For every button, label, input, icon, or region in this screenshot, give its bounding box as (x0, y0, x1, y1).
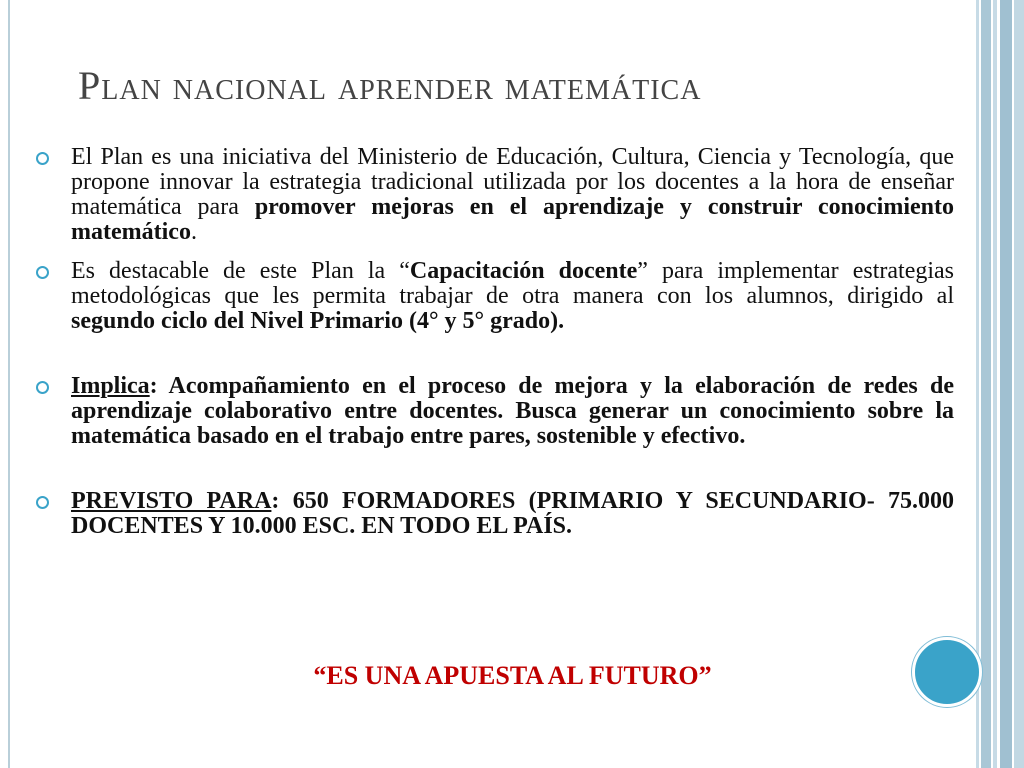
bullet-item (36, 489, 954, 539)
bullet-text (71, 144, 954, 245)
stripe (1014, 0, 1024, 768)
slide-title: Plan nacional aprender matemática (78, 63, 702, 108)
circle-bullet-icon (36, 266, 49, 279)
stripe (1000, 0, 1012, 768)
bullet-text (71, 488, 954, 539)
stripe (993, 0, 997, 768)
left-border-line (8, 0, 10, 768)
bullet-lead-underlined: Implica (71, 373, 150, 399)
circle-bullet-icon (36, 381, 49, 394)
bullet-bold-text: Capacitación docente (409, 258, 638, 284)
stripe (981, 0, 991, 768)
bullet-bold-text: segundo ciclo del Nivel Primario (4° y 5° grado). (71, 308, 565, 334)
bullet-text-part: : 650 FORMADORES (PRIMARIO Y SECUNDARIO- 75.000 DOCENTES Y 10.000 ESC. EN TODO EL PAÍS. (71, 488, 954, 539)
bullet-lead-underlined: PREVISTO PARA (71, 488, 272, 514)
decorative-circle (912, 637, 982, 707)
bullet-text (71, 258, 954, 334)
bullet-list (36, 145, 954, 539)
bullet-text-part: : Acompañamiento en el proceso de mejora y la elaboración de redes de aprendizaje colaborativo entre docentes. Busca generar un conocimiento sobre la matemática basado en el trabajo entre pares, sostenible y efectivo. (71, 373, 954, 449)
bullet-item (36, 259, 954, 334)
bullet-text (71, 373, 954, 449)
circle-bullet-icon (36, 496, 49, 509)
right-decorative-stripes (976, 0, 1024, 768)
bullet-item (36, 145, 954, 245)
bullet-text-part: El Plan es una iniciativa del Ministerio de Educación, Cultura, Ciencia y Tecnología, que propone innovar la estrategia tradicional utilizada por los docentes a la hora de enseñar matemática para (71, 144, 954, 220)
bullet-bold-text: promover mejoras en el aprendizaje y construir conocimiento matemático (71, 194, 954, 245)
bullet-text-part: ” para implementar estrategias metodológicas que les permita trabajar de otra manera con los alumnos, dirigido al (71, 258, 955, 309)
circle-bullet-icon (36, 152, 49, 165)
bullet-text-part: Es destacable de este Plan la “ (71, 258, 410, 284)
slogan-text: “ES UNA APUESTA AL FUTURO” (313, 661, 712, 690)
bullet-text-part: . (190, 219, 197, 245)
bullet-item (36, 374, 954, 449)
